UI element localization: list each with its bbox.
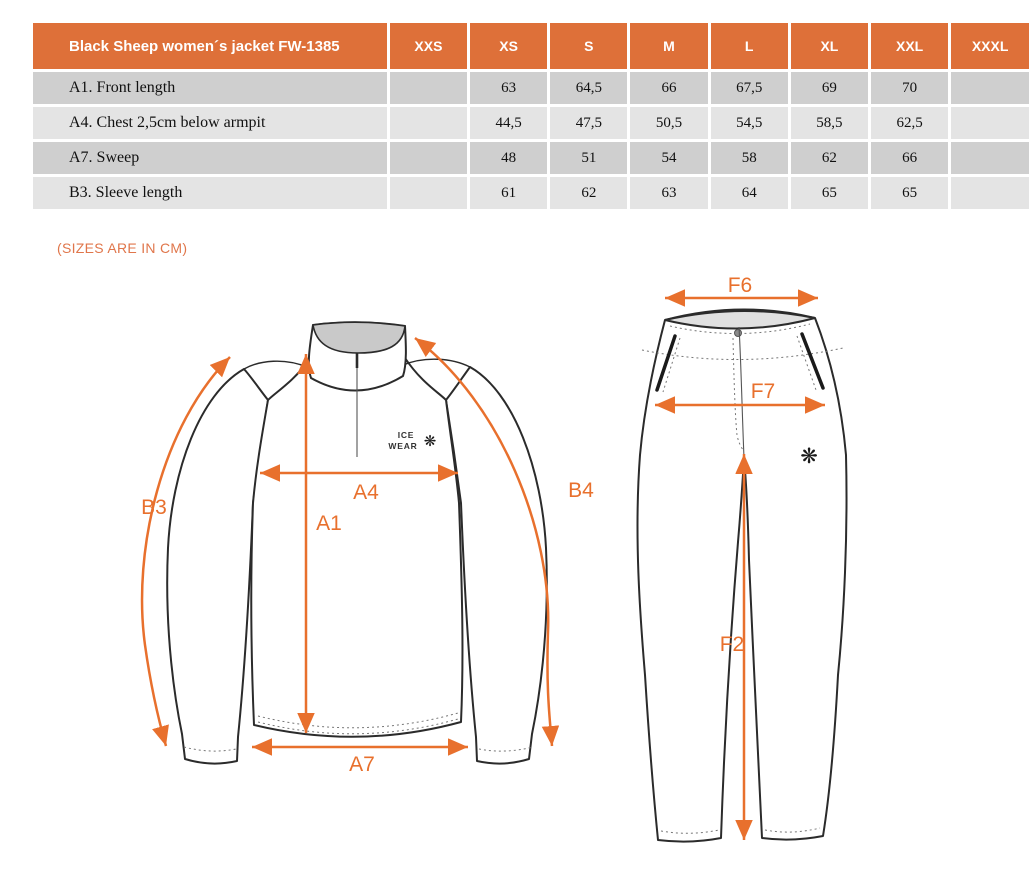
size-header-l: L (711, 23, 788, 69)
size-value-cell: 47,5 (550, 107, 627, 139)
jacket-right-shoulder-seam (403, 359, 470, 367)
size-value-cell (951, 107, 1029, 139)
f6-label: F6 (727, 274, 753, 297)
size-value-cell: 64 (711, 177, 788, 209)
pants-waist-button (735, 330, 742, 337)
size-value-cell: 54,5 (711, 107, 788, 139)
size-value-cell (951, 142, 1029, 174)
size-value-cell: 65 (871, 177, 948, 209)
size-header-xxxl: XXXL (951, 23, 1029, 69)
jacket-left-shoulder-seam (244, 361, 307, 369)
size-value-cell: 48 (470, 142, 547, 174)
size-value-cell: 50,5 (630, 107, 707, 139)
size-value-cell (951, 177, 1029, 209)
size-value-cell: 54 (630, 142, 707, 174)
product-title: Black Sheep women´s jacket FW-1385 (33, 23, 387, 69)
size-value-cell: 65 (791, 177, 868, 209)
sizes-unit-note: (SIZES ARE IN CM) (57, 240, 188, 256)
size-value-cell: 62 (791, 142, 868, 174)
logo-line2: WEAR (388, 441, 418, 451)
logo-snowflake-icon: ❋ (423, 432, 437, 450)
size-value-cell: 70 (871, 72, 948, 104)
a1-label: A1 (316, 512, 342, 535)
jacket-outline (167, 322, 547, 763)
size-header-xs: XS (470, 23, 547, 69)
size-value-cell: 58 (711, 142, 788, 174)
f2-label: F2 (719, 633, 745, 656)
size-value-cell: 61 (470, 177, 547, 209)
size-value-cell: 44,5 (470, 107, 547, 139)
size-header-m: M (630, 23, 707, 69)
size-header-xxl: XXL (871, 23, 948, 69)
size-value-cell: 51 (550, 142, 627, 174)
measurement-label: A7. Sweep (33, 142, 387, 174)
size-value-cell: 66 (871, 142, 948, 174)
size-chart-table (30, 20, 1032, 212)
measurement-label: B3. Sleeve length (33, 177, 387, 209)
size-value-cell: 58,5 (791, 107, 868, 139)
size-value-cell: 66 (630, 72, 707, 104)
table-row-front-length (33, 72, 1029, 104)
size-value-cell: 64,5 (550, 72, 627, 104)
size-header-xl: XL (791, 23, 868, 69)
size-value-cell: 69 (791, 72, 868, 104)
logo-line1: ICE (397, 430, 415, 440)
pants-snowflake-icon: ❋ (800, 444, 818, 468)
a4-label: A4 (353, 481, 379, 504)
pants-measurement-diagram (620, 270, 880, 880)
size-header-xxs: XXS (390, 23, 467, 69)
size-value-cell: 62 (550, 177, 627, 209)
size-value-cell: 63 (630, 177, 707, 209)
measurement-label: A4. Chest 2,5cm below armpit (33, 107, 387, 139)
size-header-s: S (550, 23, 627, 69)
size-value-cell (951, 72, 1029, 104)
jacket-measurement-diagram (100, 290, 620, 810)
table-row-chest (33, 107, 1029, 139)
size-value-cell: 63 (470, 72, 547, 104)
size-value-cell: 67,5 (711, 72, 788, 104)
measurement-label: A1. Front length (33, 72, 387, 104)
size-value-cell (390, 142, 467, 174)
size-value-cell: 62,5 (871, 107, 948, 139)
size-value-cell (390, 72, 467, 104)
size-value-cell (390, 107, 467, 139)
a7-label: A7 (349, 753, 375, 776)
f7-label: F7 (750, 380, 776, 403)
table-row-sweep (33, 142, 1029, 174)
table-row-sleeve-length (33, 177, 1029, 209)
pants-outline (637, 309, 846, 841)
table-header-row (33, 23, 1029, 69)
b4-label: B4 (568, 479, 594, 502)
size-value-cell (390, 177, 467, 209)
b3-label: B3 (141, 496, 167, 519)
